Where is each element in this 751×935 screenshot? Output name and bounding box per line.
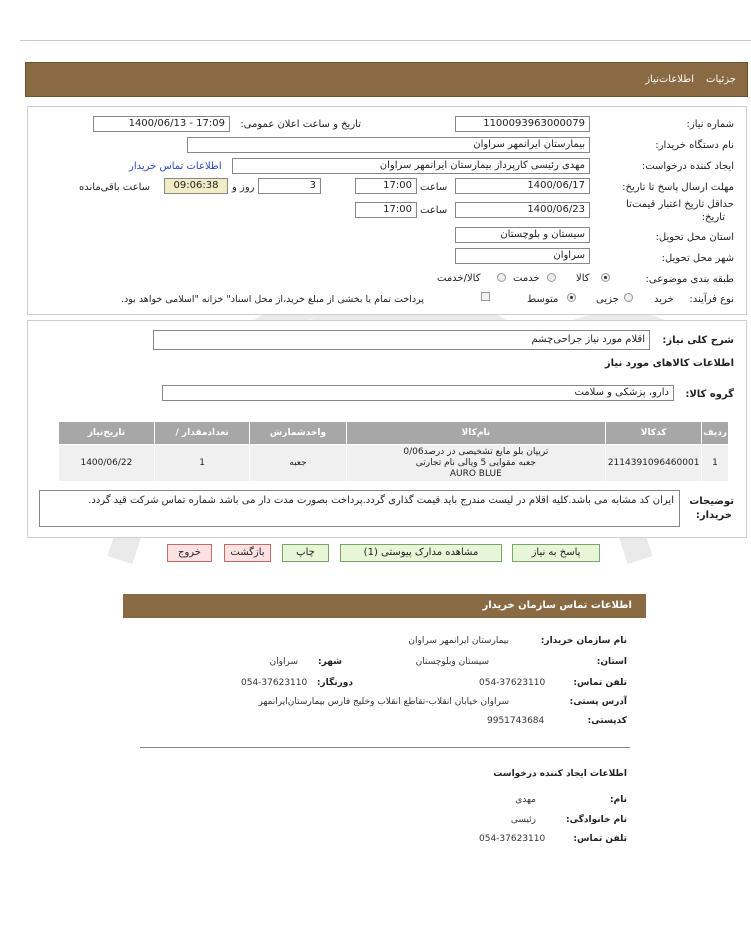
process-medium-radio[interactable] bbox=[567, 293, 576, 302]
notes-label: توضیحات bbox=[689, 496, 734, 507]
group-label: گروه کالا: bbox=[685, 389, 734, 400]
category-service-radio[interactable] bbox=[547, 273, 556, 282]
print-button[interactable]: چاپ bbox=[282, 544, 329, 562]
goods-info-title: اطلاعات کالاهای مورد نیاز bbox=[604, 358, 734, 369]
process-minor-label: جزیی bbox=[596, 294, 619, 305]
col-name: نام‌کالا bbox=[346, 422, 606, 445]
creator-field: مهدی رئیسی کارپرداز بیمارستان ایرانمهر سراوان bbox=[232, 158, 590, 174]
exit-button[interactable]: خروج bbox=[167, 544, 212, 562]
city-field: سراوان bbox=[455, 248, 590, 264]
attachments-button[interactable]: مشاهده مدارک پیوستی (1) bbox=[340, 544, 502, 562]
desc-field: اقلام مورد نیاز جراحی‌چشم bbox=[153, 330, 650, 350]
category-goods-radio[interactable] bbox=[601, 273, 610, 282]
notes-field: ایران کد مشابه می باشد.کلیه اقلام در لیست مندرج باید قیمت گذاری گردد.پرداخت بصورت مدت دار می باشد شماره تماس شرکت قید گردد. bbox=[39, 490, 680, 527]
creator-phone-label: تلفن تماس: bbox=[573, 834, 627, 844]
process-purchase-label: خرید bbox=[654, 294, 674, 305]
cell-qty: 1 bbox=[154, 445, 250, 482]
family-label: نام خانوادگی: bbox=[565, 815, 627, 825]
process-label: نوع فرآیند: bbox=[689, 294, 734, 305]
province-field: سیستان و بلوچستان bbox=[455, 227, 590, 243]
name-value: مهدی bbox=[515, 795, 536, 805]
city-label: شهر محل تحویل: bbox=[661, 253, 734, 264]
group-field: دارو، پزشکی و سلامت bbox=[162, 385, 674, 401]
creator-phone-value: 054-37623110 bbox=[479, 834, 546, 844]
validity-date-field: 1400/06/23 bbox=[455, 202, 590, 218]
col-unit: واحدشمارش bbox=[250, 422, 346, 445]
category-service-label: خدمت bbox=[513, 273, 540, 284]
days-field: 3 bbox=[258, 178, 321, 194]
province-c-value: سیستان وبلوچستان bbox=[415, 657, 489, 667]
category-label: طبقه بندی موضوعی: bbox=[645, 274, 734, 285]
contact-divider bbox=[140, 747, 630, 748]
remaining-time-field: 09:06:38 bbox=[164, 178, 228, 194]
deadline-date-field: 1400/06/17 bbox=[455, 178, 590, 194]
cell-name-line1: تریپان بلو مایع تشخیصی در درصد0/06 bbox=[403, 446, 549, 457]
col-date: تاریخ‌نیاز bbox=[59, 422, 155, 445]
deadline-label: مهلت ارسال پاسخ تا تاریخ: bbox=[622, 182, 734, 193]
need-number-field: 1100093963000079 bbox=[455, 116, 590, 132]
creator-section-title: اطلاعات ایجاد کننده درخواست bbox=[493, 769, 627, 779]
buyer-org-field: بیمارستان ایرانمهر سراوان bbox=[187, 137, 590, 153]
tab-details[interactable]: جزئیات bbox=[706, 74, 736, 85]
city-c-value: سراوان bbox=[269, 657, 298, 667]
fax-value: 054-37623110 bbox=[241, 678, 308, 688]
days-label: روز و bbox=[232, 182, 255, 193]
name-label: نام: bbox=[610, 795, 627, 805]
validity-time-label: ساعت bbox=[420, 205, 448, 216]
category-both-label: کالا/خدمت bbox=[437, 273, 481, 284]
org-value: بیمارستان ایرانمهر سراوان bbox=[408, 636, 509, 646]
contact-section-title: اطلاعات تماس سازمان خریدار bbox=[482, 600, 632, 611]
treasury-payment-note: پرداخت تمام یا بخشی از مبلغ خرید،از محل اسناد" خزانه "اسلامی خواهد بود. bbox=[121, 294, 424, 305]
phone-value: 054-37623110 bbox=[479, 678, 546, 688]
treasury-payment-checkbox[interactable] bbox=[481, 292, 490, 301]
announce-field: 1400/06/13 - 17:09 bbox=[93, 116, 230, 132]
buyer-org-label: نام دستگاه خریدار: bbox=[655, 140, 734, 151]
deadline-time-field: 17:00 bbox=[355, 178, 417, 194]
province-label: استان محل تحویل: bbox=[655, 232, 734, 243]
fax-label: دورنگار: bbox=[316, 678, 353, 688]
family-value: رئیسی bbox=[510, 815, 536, 825]
top-nav-bar bbox=[25, 62, 748, 97]
process-purchase-radio[interactable] bbox=[624, 293, 633, 302]
category-both-radio[interactable] bbox=[497, 273, 506, 282]
top-divider bbox=[20, 40, 751, 41]
cell-name bbox=[346, 445, 606, 482]
cell-code: 2114391096460001 bbox=[606, 445, 702, 482]
validity-label-2: تاریخ: bbox=[701, 212, 725, 223]
back-button[interactable]: بازگشت bbox=[224, 544, 271, 562]
notes-label-2: خریدار: bbox=[695, 510, 732, 521]
address-value: سراوان خیابان انقلاب-تقاطع انقلاب وخلیج فارس بیمارستان‌ایرانمهر bbox=[258, 697, 509, 707]
contact-section-header bbox=[123, 594, 646, 618]
remaining-label: ساعت باقی‌مانده bbox=[79, 182, 151, 193]
cell-row: 1 bbox=[702, 445, 729, 482]
desc-label: شرح کلی نیاز: bbox=[662, 335, 734, 346]
cell-date: 1400/06/22 bbox=[59, 445, 155, 482]
address-label: آدرس پستی: bbox=[569, 697, 627, 707]
postal-value: 9951743684 bbox=[487, 716, 545, 726]
deadline-time-label: ساعت bbox=[420, 182, 448, 193]
creator-label: ایجاد کننده درخواست: bbox=[641, 161, 734, 172]
category-goods-label: کالا bbox=[576, 273, 590, 284]
reply-button[interactable]: پاسخ به نیاز bbox=[512, 544, 600, 562]
col-row: ردیف bbox=[702, 422, 729, 445]
process-medium-label: متوسط bbox=[527, 294, 559, 305]
buyer-contact-link[interactable]: اطلاعات تماس خریدار bbox=[129, 161, 222, 172]
phone-label: تلفن تماس: bbox=[573, 678, 627, 688]
org-label: نام سازمان خریدار: bbox=[540, 636, 627, 646]
col-qty: تعدادمقدار / bbox=[154, 422, 250, 445]
validity-label: حداقل تاریخ اعتبار قیمت‌تا bbox=[626, 199, 734, 210]
cell-unit: جعبه bbox=[250, 445, 346, 482]
table-row bbox=[59, 445, 729, 482]
col-code: کدکالا bbox=[606, 422, 702, 445]
province-c-label: استان: bbox=[596, 657, 627, 667]
tab-need-info[interactable]: اطلاعات‌نیاز bbox=[645, 74, 694, 85]
validity-time-field: 17:00 bbox=[355, 202, 417, 218]
goods-table bbox=[58, 421, 729, 482]
postal-label: کدپستی: bbox=[587, 716, 627, 726]
cell-name-line3: AURO BLUE bbox=[449, 468, 502, 479]
cell-name-line2: جعبه مقوایی 5 ویالی نام تجارتی bbox=[415, 457, 536, 468]
city-c-label: شهر: bbox=[318, 657, 342, 667]
announce-label: تاریخ و ساعت اعلان عمومی: bbox=[240, 119, 361, 130]
need-number-label: شماره نیاز: bbox=[686, 119, 734, 130]
